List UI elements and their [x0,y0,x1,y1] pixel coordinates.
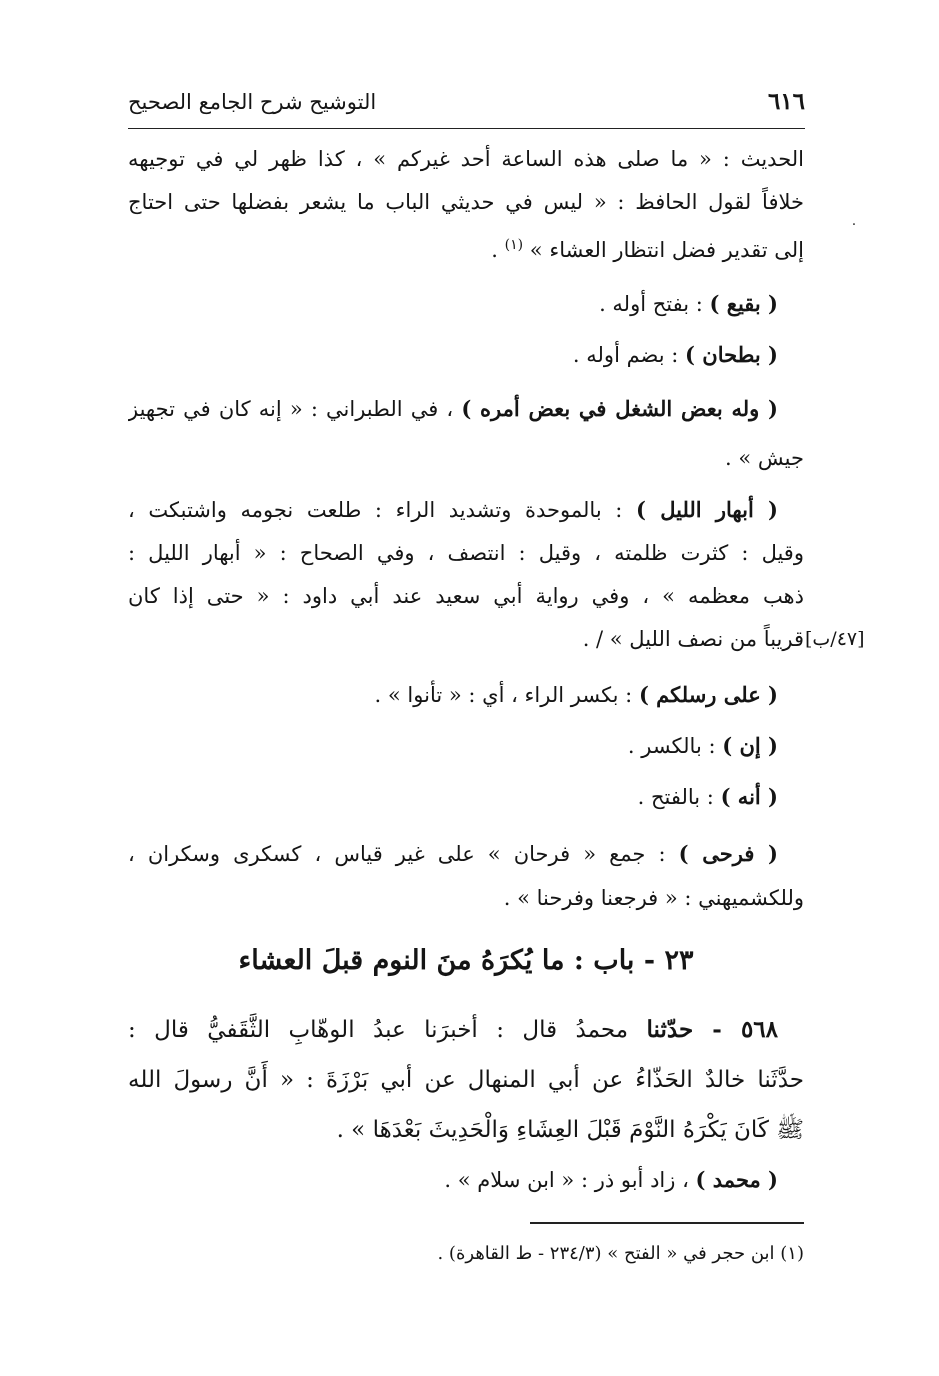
text-line [128,227,804,265]
text-line: ذهب معظمه » ، وفي رواية أبي سعيد عند أبي داود : « حتى إذا كان [128,584,804,608]
gloss-line [128,492,804,530]
footnote: (١) ابن حجر في « الفتح » (٢٣٤/٣ - ط القاهرة) . [437,1243,804,1264]
page-number: ٦١٦ [767,88,805,115]
gloss-text: ، في الطبراني : « إنه كان في تجهيز [128,397,462,421]
footnote-ref: (١) [504,237,524,253]
manuscript-folio-marker: [٤٧/ب] [805,628,865,650]
gloss-term: ( فرحى ) [678,841,778,866]
margin-dot: . [851,213,857,229]
hadith-line [128,1010,804,1052]
gloss-text: : بكسر الراء ، أي : « تأنوا » . [374,683,639,707]
gloss-text: : بفتح أوله . [599,292,710,316]
text-line: وقيل : كثرت ظلمته ، وقيل : انتصف ، وفي الصحاح : « أبهار الليل : [128,541,804,565]
text-span: إلى تقدير فضل انتظار العشاء » [529,238,804,262]
gloss-term: ( أبهار الليل ) [636,497,778,522]
gloss-term: ( على رسلكم ) [638,682,778,707]
text-line: جيش » . [725,446,804,470]
footnote-rule [530,1222,804,1224]
header-rule [128,128,805,129]
gloss-term: ( محمد ) [695,1167,778,1192]
chapter-heading: ٢٣ - باب : ما يُكرَهُ منَ النوم قبلَ العشاء [238,945,694,976]
hadith-text: محمدُ قال : أخبرَنا عبدُ الوهّابِ الثَّقَفيُّ قال : [128,1017,647,1043]
gloss-line [128,337,804,375]
gloss-line [128,836,804,874]
gloss-text: : بالفتح . [637,785,721,809]
gloss-term: ( إن ) [722,733,778,758]
gloss-line [128,677,804,715]
text-line: قريباً من نصف الليل » / . [582,627,804,651]
gloss-term: ( بقيع ) [709,291,778,316]
gloss-term: ( أنه ) [720,784,778,809]
text-line: خلافاً لقول الحافظ : « ليس في حديثي الباب ما يشعر بفضلها حتى احتاج [128,190,804,214]
text-span: . [491,238,505,262]
gloss-term: ( وله بعض الشغل في بعض أمره ) [461,396,778,421]
gloss-text: ، زاد أبو ذر : « ابن سلام » . [444,1168,696,1192]
text-line: الحديث : « ما صلى هذه الساعة أحد غيركم » ، كذا ظهر لي في توجيهه [128,147,804,171]
gloss-line [128,1162,804,1200]
gloss-text: : بالكسر . [627,734,723,758]
hadith-line: حدَّثَنا خالدٌ الحَذّاءُ عن أبي المنهال عن أبي بَرْزَةَ : « أَنَّ رسولَ الله [128,1067,804,1093]
text-line: وللكشميهني : « فرجعنا وفرحنا » . [503,886,804,910]
gloss-line [128,728,804,766]
gloss-line [128,286,804,324]
gloss-text: : بالموحدة وتشديد الراء : طلعت نجومه واشتبكت ، [128,498,636,522]
gloss-term: ( بطحان ) [685,342,778,367]
gloss-line [128,779,804,817]
hadith-number: ٥٦٨ - حدّثنا [646,1016,779,1043]
hadith-line: ﷺ كَانَ يَكْرَهُ النَّوْمَ قَبْلَ العِشَاءِ وَالْحَدِيثَ بَعْدَهَا » . [336,1117,804,1143]
gloss-line [128,391,804,429]
gloss-text: : جمع « فرحان » على غير قياس ، كسكرى وسكران ، [128,842,679,866]
gloss-text: : بضم أوله . [572,343,686,367]
running-head-title: التوشيح شرح الجامع الصحيح [128,90,377,114]
